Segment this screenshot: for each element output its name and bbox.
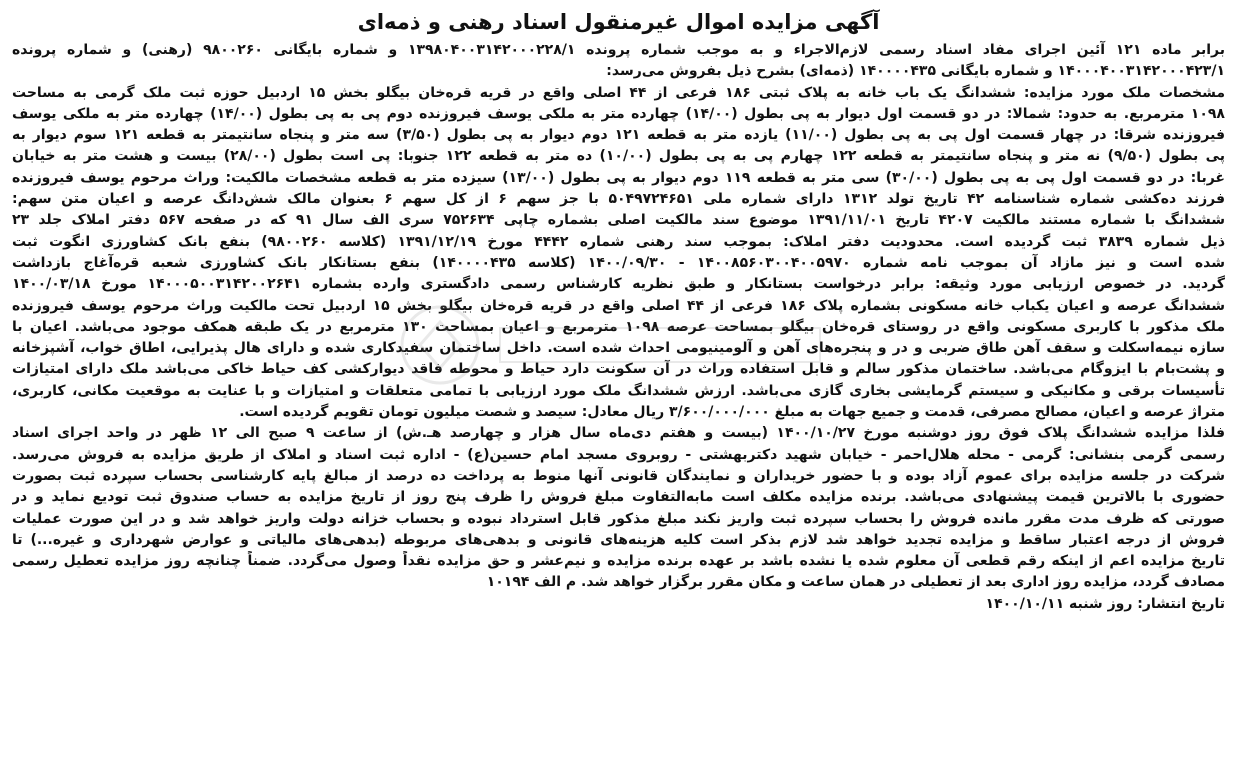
notice-line: ششدانگ عرصه و اعیان یکباب خانه مسکونی بشماره پلاک ۱۸۶ فرعی از ۴۴ اصلی واقع در قریه قره‌خان بیگلو بخش ۱۵ اردبیل تحت مالکیت وراث مرحوم یوسف فیروزنده — [12, 297, 1225, 314]
notice-line: صورتی که ظرف مدت مقرر مانده فروش را بحساب سپرده ثبت واریز نکند مبلغ مذکور قابل استرداد نبوده و بحساب خزانه دولت واریز خواهد شد و در این صورت عملیات — [12, 510, 1225, 527]
notice-line: و پشت‌بام با ایزوگام می‌باشد. ساختمان مذکور سالم و قابل استفاده وراث در آن سکونت دارد حیاط و محوطه فاقد دیوارکشی کف حیاط خاکی می‌باشد ملک دارای امتیازات — [12, 361, 1225, 378]
notice-line: شرکت در جلسه مزایده برای عموم آزاد بوده و با حضور خریداران و نمایندگان قانونی آنها منوط به پرداخت ده درصد از مبالغ پایه کارشناسی بحساب سپرده ثبت بصورت — [12, 467, 1225, 484]
notice-line: ذیل شماره ۳۸۳۹ ثبت گردیده است. محدودیت دفتر املاک: بموجب سند رهنی شماره ۴۴۴۲ مورخ ۱۳۹۱/۱۲/۱۹ (کلاسه ۹۸۰۰۲۶۰) بنفع بانک کشاورزی انگوت ثبت — [12, 233, 1225, 250]
notice-line: ۱۴۰۰۰۴۰۰۳۱۴۲۰۰۰۴۲۳/۱ و شماره بایگانی ۱۴۰۰۰۰۴۳۵ (ذمه‌ای) بشرح ذیل بفروش می‌رسد: — [606, 63, 1225, 80]
notice-line: تأسیسات برقی و مکانیکی و سیستم گرمایشی بخاری گازی می‌باشد. ارزش ششدانگ ملک مورد ارزیابی با تمامی متعلقات و امتیازات و با عنایت به موقعیت مکانی، کاربری، — [12, 382, 1225, 399]
notice-line: فیروزنده شرقا: در چهار قسمت اول پی به پی بطول (۱۱/۰۰) یازده متر به قطعه ۱۲۱ دوم دیوار به پی بطول (۳/۵۰) سه متر و پنجاه سانتیمتر به قطعه ۱۲۱ سوم دیوار به — [12, 127, 1225, 144]
notice-line: ملک مذکور با کاربری مسکونی واقع در روستای قره‌خان بیگلو بمساحت عرصه ۱۰۹۸ مترمربع و اعیان بمساحت ۱۳۰ مترمربع در یک طبقه همکف موجود می‌باشد. اعیان با — [12, 318, 1225, 335]
notice-line: فروش از درجه اعتبار ساقط و مزایده تجدید خواهد شد لازم بذکر است کلیه هزینه‌های قانونی و بدهی‌های مربوطه (بدهی‌های مالیاتی و عوارض شهرداری و غیره...) تا — [12, 531, 1225, 548]
notice-line: سازه نیمه‌اسکلت و سقف آهن طاق ضربی و در و پنجره‌های آهن و آلومینیومی احداث شده است. داخل ساختمان سفیدکاری شده و دارای هال پذیرایی، اطاق خواب، آشپزخانه — [12, 340, 1225, 357]
notice-body — [12, 40, 1225, 615]
notice-title: آگهی مزایده اموال غیرمنقول اسناد رهنی و ذمه‌ای — [357, 10, 880, 34]
notice-line: برابر ماده ۱۲۱ آئین اجرای مفاد اسناد رسمی لازم‌الاجراء و به موجب شماره پرونده ۱۳۹۸۰۴۰۰۳۱۴۲۰۰۰۲۲۸/۱ و شماره بایگانی ۹۸۰۰۲۶۰ (رهنی) و شماره پرونده — [12, 42, 1225, 58]
notice-line: تاریخ مزایده اعم از اینکه رقم قطعی آن معلوم شده یا نشده باشد بر عهده برنده مزایده و نیم‌عشر و حق مزایده نقداً وصول می‌گردد. ضمناً چنانچه روز مزایده تعطیل رسمی — [12, 553, 1225, 570]
notice-line: مشخصات ملک مورد مزایده: ششدانگ یک باب خانه به پلاک ثبتی ۱۸۶ فرعی از ۴۴ اصلی واقع در قریه قره‌خان بیگلو بخش ۱۵ اردبیل حوزه ثبت ملک گرمی به مساحت — [12, 84, 1225, 101]
notice-line: رسمی گرمی بنشانی: گرمی - محله هلال‌احمر - خیابان شهید دکتربهشتی - روبروی مسجد امام حسین(ع) - اداره ثبت اسناد و املاک از طریق مزایده به فروش می‌رسد. — [12, 446, 1225, 463]
notice-line: متراژ عرصه و اعیان، مصالح مصرفی، قدمت و جمیع جهات به مبلغ ۳/۶۰۰/۰۰۰/۰۰۰ ریال معادل: سیصد و شصت میلیون تومان تقویم گردیده است. — [239, 404, 1225, 421]
notice-line: مصادف گردد، مزایده روز اداری بعد از تعطیلی در همان ساعت و مکان مقرر برگزار خواهد شد. م الف ۱۰۱۹۴ — [486, 574, 1225, 591]
publication-date: تاریخ انتشار: روز شنبه ۱۴۰۰/۱۰/۱۱ — [985, 595, 1225, 612]
notice-line: ۱۰۹۸ مترمربع. به حدود: شمالا: در دو قسمت اول دیوار به پی بطول (۱۴/۰۰) چهارده متر به ملکی یوسف فیروزنده دوم پی به پی بطول (۱۴/۰۰) چهارده متر به ملکی یوسف — [12, 105, 1225, 122]
notice-line: حضوری با بالاترین قیمت پیشنهادی می‌باشد. برنده مزایده مکلف است مابه‌التفاوت مبلغ فروش را ظرف پنج روز از تاریخ مزایده به حساب صندوق ثبت تودیع نماید و در — [12, 489, 1225, 506]
notice-line: شده است و نیز مازاد آن بموجب نامه شماره ۱۴۰۰۸۵۶۰۳۰۰۴۰۰۵۹۷۰ - ۱۴۰۰/۰۹/۳۰ (کلاسه ۱۴۰۰۰۰۴۳۵) بنفع بستانکار بانک کشاورزی شعبه قره‌آغاج بازداشت — [12, 254, 1225, 271]
notice-line: گردید. در خصوص ارزیابی مورد وثیقه: برابر درخواست بستانکار و طبق نظریه کارشناس رسمی دادگستری وارده بشماره ۱۴۰۰۰۵۰۰۳۱۴۲۰۰۲۶۴۱ مورخ ۱۴۰۰/۰۳/۱۸ — [12, 276, 1225, 293]
notice-line: غربا: در دو قسمت اول پی به پی بطول (۳۰/۰۰) سی متر به قطعه ۱۱۹ دوم دیوار به پی بطول (۱۳/۰۰) سیزده متر به قطعه مشخصات مالکیت: وراث مرحوم یوسف فیروزنده — [12, 169, 1225, 186]
notice-line: پی بطول (۹/۵۰) نه متر و پنجاه سانتیمتر به قطعه ۱۲۲ چهارم پی به پی بطول (۱۰/۰۰) ده متر به قطعه ۱۲۲ جنوبا: پی است بطول (۲۸/۰۰) بیست و هشت متر به خیابان — [12, 148, 1225, 165]
notice-line: ششدانگ با شماره مستند مالکیت ۴۲۰۷ تاریخ ۱۳۹۱/۱۱/۰۱ موضوع سند مالکیت اصلی بشماره چاپی ۷۵۲۶۳۴ سری الف سال ۹۱ که در صفحه ۵۶۷ دفتر املاک جلد ۲۳ — [12, 212, 1225, 229]
notice-line: فرزند ده‌کشی شماره شناسنامه ۴۲ تاریخ تولد ۱۳۱۲ دارای شماره ملی ۵۰۴۹۷۲۴۶۵۱ با جز سهم ۶ از کل سهم ۶ بعنوان مالک شش‌دانگ عرصه و اعیان متن سهم: — [12, 191, 1225, 208]
notice-line: فلذا مزایده ششدانگ پلاک فوق روز دوشنبه مورخ ۱۴۰۰/۱۰/۲۷ (بیست و هفتم دی‌ماه سال هزار و چهارصد هـ.ش) از ساعت ۹ صبح الی ۱۲ ظهر در واحد اجرای اسناد — [12, 425, 1225, 442]
